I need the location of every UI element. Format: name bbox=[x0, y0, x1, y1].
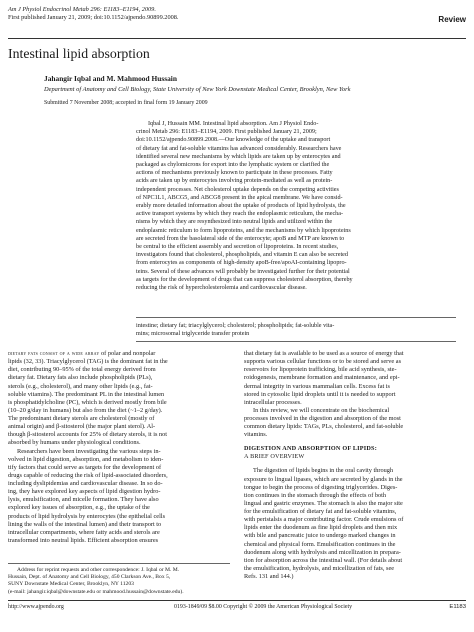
body-line: tongue to begin the process of digesting triglycerides. Diges- bbox=[244, 483, 398, 491]
body-line: that dietary fat is available to be used as a source of energy that bbox=[244, 350, 404, 357]
abstract-line: active transport systems by which they reach the endoplasmic reticulum, the mecha- bbox=[136, 211, 344, 218]
body-line: with bile and pancreatic juice to undergo marked changes in bbox=[244, 532, 396, 540]
abstract-line: as targets for the development of drugs that can suppress cholesterol absorption, thereby bbox=[136, 276, 353, 283]
body-line: explored key issues of absorption, e.g., the uptake of the bbox=[8, 504, 150, 512]
body-right-paragraph-3 bbox=[244, 467, 466, 581]
body-line: with peristalsis a major contributing factor. Crude emulsions of bbox=[244, 516, 404, 524]
abstract-line: doi:10.1152/ajpendo.90899.2008.—Our knowledge of the uptake and transport bbox=[136, 137, 331, 144]
body-line: The predominant dietary sterols are cholesterol (mostly of bbox=[8, 415, 155, 422]
body-line: transformed into neutral lipids. Efficient absorption ensures bbox=[8, 536, 159, 544]
page-header bbox=[8, 6, 466, 34]
abstract-line: identified several new mechanisms by which lipids are taken up by enterocytes and bbox=[136, 153, 341, 160]
body-line: intracellular processes. bbox=[244, 398, 302, 406]
abstract-line: acids are taken up by enterocytes involving protein-mediated as well as protein- bbox=[136, 178, 333, 185]
abstract-line: reducing the risk of hypercholesterolemia and cardiovascular disease. bbox=[136, 285, 307, 292]
body-line: tify factors that could serve as targets for the development of bbox=[8, 463, 162, 471]
copyright-line: 0193-1849/09 $8.00 Copyright © 2009 the American Physiological Society bbox=[174, 604, 353, 610]
abstract-line: independent processes. Net cholesterol uptake depends on the competing activities bbox=[136, 186, 339, 193]
body-line: lipids enter the duodenum as fine lipid droplets and then mix bbox=[244, 524, 398, 532]
body-line: animal origin) and β-sitosterol (the major plant sterol). Al- bbox=[8, 423, 156, 431]
body-line: common dietary lipids: TAGs, PLs, cholesterol, and fat-soluble bbox=[244, 423, 404, 431]
footer-divider bbox=[8, 600, 466, 601]
body-line: vitamins. bbox=[244, 431, 268, 439]
author-affiliation: Department of Anatomy and Cell Biology, State University of New York Downstate Medical Center, Brooklyn, New York bbox=[44, 86, 351, 93]
page-footer bbox=[8, 604, 466, 614]
abstract-line: packaged as chylomicrons for export into the lymphatic system or clarified the bbox=[136, 162, 330, 169]
body-line: dermal integrity in various mammalian cells. Excess fat is bbox=[244, 382, 391, 390]
body-line: soluble vitamins). The predominant PL in the intestinal lumen bbox=[8, 390, 165, 398]
body-line: ing, they have explored key aspects of lipid digestion hydro- bbox=[8, 488, 161, 496]
section-heading: DIGESTION AND ABSORPTION OF LIPIDS: bbox=[244, 445, 377, 453]
abstract-line: Iqbal J, Hussain MM. Intestinal lipid absorption. Am J Physiol Endo- bbox=[148, 121, 319, 127]
keywords-line: mins; microsomal triglyceride transfer protein bbox=[136, 331, 250, 338]
body-line: tion continues in the stomach through the effects of both bbox=[244, 491, 387, 499]
footnote-line: Address for reprint requests and other correspondence: J. Iqbal or M. M. bbox=[17, 567, 180, 573]
body-line: stored in cytosolic lipid droplets until it is needed to support bbox=[244, 390, 396, 398]
section-subheading: A BRIEF OVERVIEW bbox=[244, 453, 305, 461]
abstract-line: from enterocytes as components of high-density apoB-free/apoAI-containing lipopro- bbox=[136, 260, 347, 267]
body-left-paragraph-2 bbox=[8, 448, 230, 546]
body-first-line bbox=[8, 350, 230, 358]
body-line: In this review, we will concentrate on the biochemical bbox=[253, 406, 390, 414]
drop-intro: dietary fats consist of a wide array bbox=[8, 350, 100, 357]
abstract-line: be central to the efficient assembly and secretion of lipoproteins. In recent studies, bbox=[136, 244, 339, 251]
journal-citation: Am J Physiol Endocrinol Metab 296: E1183–E1194, 2009. bbox=[8, 6, 156, 13]
body-column-left bbox=[8, 350, 230, 545]
body-line: reservoirs for lipoprotein trafficking, bile acid synthesis, ste- bbox=[244, 366, 397, 374]
body-line: lingual and gastric enzymes. The stomach is also the major site bbox=[244, 499, 403, 507]
body-right-paragraph-1 bbox=[244, 350, 466, 407]
body-line: drugs capable of reducing the risk of lipid-associated disorders, bbox=[8, 471, 168, 479]
body-line: sterols (e.g., cholesterol), and many other lipids (e.g., fat- bbox=[8, 382, 153, 390]
body-right-paragraph-2 bbox=[244, 407, 466, 440]
article-title: Intestinal lipid absorption bbox=[8, 46, 150, 61]
correspondence-footnote bbox=[8, 567, 230, 596]
section-tag: Review bbox=[438, 15, 466, 24]
body-line: (10–20 g/day in humans) but also from the diet (~1–2 g/day). bbox=[8, 406, 163, 414]
abstract-line: actions of mechanisms previously known to participate in these processes. Fatty bbox=[136, 170, 333, 177]
footnote-line: (e-mail: jahangir.iqbal@downstate.edu or mahmood.hussain@downstate.edu). bbox=[8, 588, 184, 595]
abstract-line: of NPC1L1, ABCG5, and ABCG8 present in the apical membrane. We have consid- bbox=[136, 194, 343, 201]
article-authors: Jahangir Iqbal and M. Mahmood Hussain bbox=[44, 74, 177, 83]
body-line: exposure to lingual lipases, which are secreted by glands in the bbox=[244, 475, 403, 483]
body-line: lipids (32, 33). Triacylglycerol (TAG) is the dominant fat in the bbox=[8, 358, 168, 366]
body-line: dietary fat. Dietary fats also include phospholipids (PLs), bbox=[8, 374, 153, 382]
body-line: chemical and physical form. Emulsification continues in the bbox=[244, 540, 396, 548]
abstract bbox=[136, 120, 456, 292]
header-divider bbox=[8, 38, 466, 39]
body-line: absorbed by humans under physiological conditions. bbox=[8, 439, 141, 447]
page-number: E1183 bbox=[449, 604, 466, 610]
abstract-line: investigators found that cholesterol, phospholipids, and vitamin E can also be secreted bbox=[136, 252, 348, 259]
body-line: processes involved in the digestion and absorption of the most bbox=[244, 415, 401, 422]
keywords-line: intestine; dietary fat; triacylglycerol; cholesterol; phospholipids; fat-soluble vita- bbox=[136, 323, 335, 329]
keywords bbox=[136, 322, 456, 338]
abstract-line: of dietary fat and fat-soluble vitamins has advanced considerably. Researchers have bbox=[136, 145, 342, 152]
body-line: lining the walls of the intestinal lumen) and their transport to bbox=[8, 520, 162, 528]
submission-dates: Submitted 7 November 2008; accepted in final form 19 January 2009 bbox=[44, 100, 208, 106]
body-line: is phosphatidylcholine (PC), which is derived mostly from bile bbox=[8, 398, 167, 406]
body-line: intracellular compartments, where fatty acids and sterols are bbox=[8, 528, 160, 536]
body-line: including dyslipidemias and cardiovascular disease. In so do- bbox=[8, 480, 163, 487]
abstract-line: crinol Metab 296: E1183–E1194, 2009. First published January 21, 2009; bbox=[136, 129, 317, 136]
abstract-line: erably more detailed information about the uptake of products of lipid hydrolysis, the bbox=[136, 203, 346, 210]
body-line: duodenum along with hydrolysis and micellization in prepara- bbox=[244, 548, 401, 556]
first-published-line: First published January 21, 2009; doi:10.1152/ajpendo.90899.2008. bbox=[8, 14, 179, 21]
journal-url[interactable]: http://www.ajpendo.org bbox=[8, 604, 64, 610]
body-line: the emulsification, hydrolysis, and micellization of fats, see bbox=[244, 564, 395, 572]
body-line: for the emulsification of dietary fat and fat-soluble vitamins, bbox=[244, 508, 397, 515]
body-line: lysis, emulsification, and micelle formation. They have also bbox=[8, 496, 159, 504]
body-column-right bbox=[244, 350, 466, 581]
abstract-line: are secreted from the basolateral side of the enterocyte; apoB and MTP are known to bbox=[136, 235, 345, 242]
body-line: volved in lipid digestion, absorption, and metabolism to iden- bbox=[8, 455, 164, 463]
abstract-line: nisms by which they are resynthesized into neutral lipids and utilized within the bbox=[136, 219, 333, 226]
footnote-line: Hussain, Dept. of Anatomy and Cell Biology, 450 Clarkson Ave., Box 5, bbox=[8, 574, 171, 581]
body-line: roidogenesis, membrane formation and maintenance, and epi- bbox=[244, 374, 400, 382]
drop-intro-rest: of polar and nonpolar bbox=[99, 350, 156, 357]
footnote-divider bbox=[8, 563, 230, 564]
footnote-line: SUNY Downstate Medical Center, Brooklyn, NY 11203 bbox=[8, 581, 134, 588]
body-line: supports various cellular functions or to be stored and serve as bbox=[244, 358, 402, 366]
body-left-paragraph-1 bbox=[8, 358, 230, 447]
body-line: tion for absorption across the intestinal wall. (For details about bbox=[244, 556, 403, 564]
body-line: The digestion of lipids begins in the oral cavity through bbox=[253, 467, 394, 475]
body-line: products of lipid hydrolysis by enterocytes (the epithelial cells bbox=[8, 512, 166, 520]
abstract-line: teins. Several of these advances will probably be investigated further for their potential bbox=[136, 268, 350, 275]
body-line: Researchers have been investigating the various steps in- bbox=[17, 447, 161, 455]
body-line: though β-sitosterol accounts for 25% of dietary sterols, it is not bbox=[8, 431, 168, 439]
body-line: Refs. 131 and 144.) bbox=[244, 573, 294, 580]
abstract-line: endoplasmic reticulum to form lipoproteins, and the mechanisms by which lipoproteins bbox=[136, 227, 351, 234]
keywords-divider bbox=[136, 341, 456, 342]
body-line: diet, contributing 90–95% of the total energy derived from bbox=[8, 366, 156, 374]
abstract-divider bbox=[136, 317, 456, 318]
